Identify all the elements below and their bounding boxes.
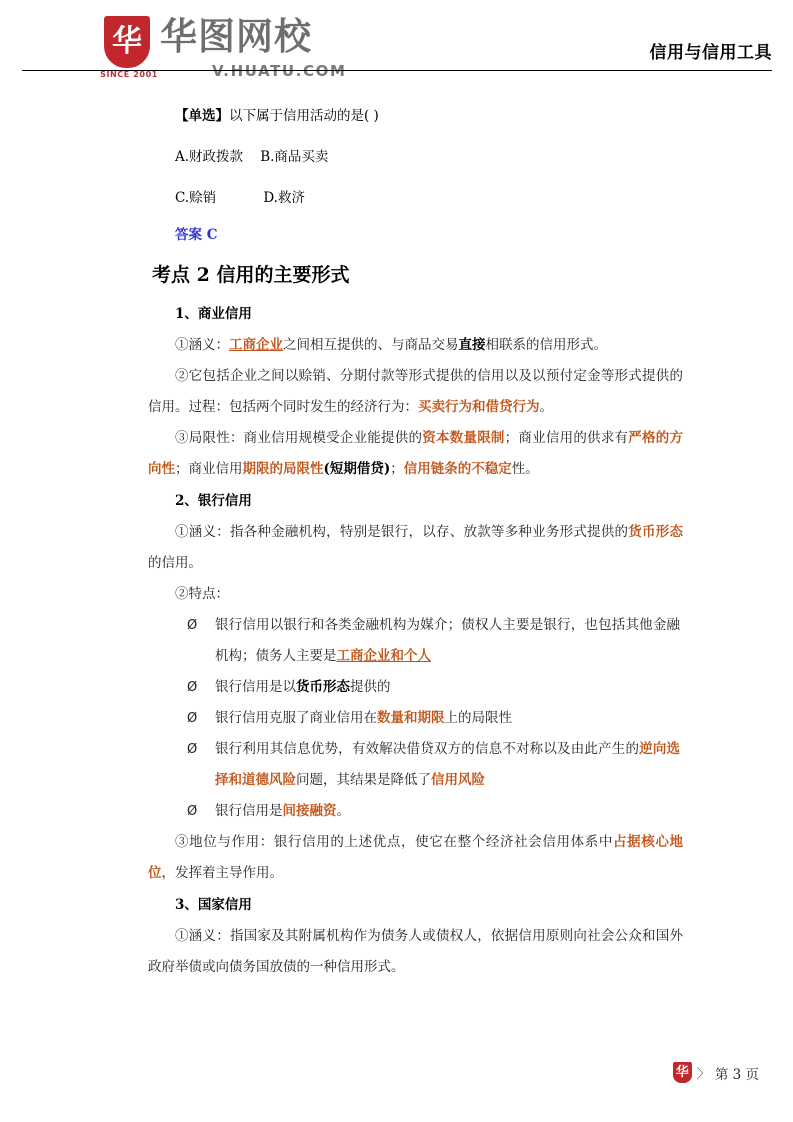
text-run: 问题，其结果是降低了 xyxy=(296,772,431,788)
text-run: ②它包括企业之间以赊销、分期付款等形式提供的信用以及以预付定金等形式提供的信用。过程：包括两个同时发生的经济行为： xyxy=(148,368,683,415)
highlight-run: 数量和期限 xyxy=(377,710,445,726)
highlight-run: 逆向选择和道德风险 xyxy=(215,741,681,788)
text-run: ；商业信用的供求有 xyxy=(504,430,629,446)
text-run: 。 xyxy=(336,803,350,819)
question-answer: 答案 C xyxy=(175,227,218,243)
text-run: ，发挥着主导作用。 xyxy=(161,865,283,881)
question-options-row-1: A.财政拨款 B.商品买卖 xyxy=(175,149,329,165)
logo-wordmark: 华图网校 xyxy=(160,15,312,58)
bank-credit-features-label: ②特点： xyxy=(175,586,229,602)
highlight-run: 资本数量限制 xyxy=(422,430,505,446)
bullet-marker-icon: Ø xyxy=(187,618,198,633)
list-item xyxy=(0,796,793,827)
subheading-state-credit: 3、国家信用 xyxy=(175,897,252,913)
text-run: 上的局限性 xyxy=(444,710,512,726)
bold-run: (短期借贷) xyxy=(323,461,391,477)
question-tag: 【单选】 xyxy=(175,108,229,124)
list-item xyxy=(0,672,793,703)
text-run: 银行信用是 xyxy=(215,803,283,819)
bullet-marker-icon: Ø xyxy=(187,711,198,726)
state-credit-definition: ①涵义：指国家及其附属机构作为债务人或债权人，依据信用原则向社会公众和国外政府举债或向债务国放债的一种信用形式。 xyxy=(148,928,683,975)
text-run: 银行信用以银行和各类金融机构为媒介；债权人主要是银行，也包括其他金融机构；债务人主要是 xyxy=(215,617,680,664)
page-footer xyxy=(0,1062,793,1096)
footer-logo-glyph: 华 xyxy=(675,1065,689,1080)
bullet-marker-icon: Ø xyxy=(187,680,198,695)
shield-glyph: 华 xyxy=(112,24,142,59)
highlight-run: 严格的方向性 xyxy=(148,430,684,477)
page-number: 第 3 页 xyxy=(714,1066,759,1083)
highlight-run: 工商企业和个人 xyxy=(336,648,431,664)
highlight-run: 占据核心地位 xyxy=(148,834,684,881)
bullet-marker-icon: Ø xyxy=(187,804,198,819)
text-run: ；商业信用 xyxy=(175,461,243,477)
highlight-run: 工商企业 xyxy=(229,337,283,353)
text-run: 提供的 xyxy=(350,679,391,695)
list-item xyxy=(0,734,793,796)
commercial-credit-definition xyxy=(0,330,793,361)
highlight-run: 买卖行为和借贷行为 xyxy=(418,399,540,415)
logo-url-text: V.HUATU.COM xyxy=(212,62,347,80)
text-run: 银行利用其信息优势，有效解决借贷双方的信息不对称以及由此产生的 xyxy=(215,741,640,757)
footer-separator-icon: 〉 xyxy=(696,1067,710,1082)
commercial-credit-scope xyxy=(0,361,793,423)
bold-run: 货币形态 xyxy=(296,679,350,695)
huatu-footer-logo-icon xyxy=(673,1062,692,1083)
question-options-row-2: C.赊销 D.救济 xyxy=(175,190,305,206)
text-run: ③局限性：商业信用规模受企业能提供的 xyxy=(175,430,423,446)
section-heading: 考点 2 信用的主要形式 xyxy=(152,264,350,286)
commercial-credit-limitations xyxy=(0,423,793,485)
highlight-run: 期限的局限性 xyxy=(242,461,324,477)
text-run: ①涵义： xyxy=(175,337,229,353)
list-item xyxy=(0,703,793,734)
footer-page-indicator xyxy=(673,1062,759,1083)
bank-credit-definition xyxy=(0,517,793,579)
highlight-run: 间接融资 xyxy=(282,803,337,819)
page-title: 信用与信用工具 xyxy=(649,43,772,63)
text-run: 性。 xyxy=(511,461,539,477)
bold-run: 直接 xyxy=(458,337,486,353)
text-run: 的信用。 xyxy=(148,555,202,571)
highlight-run: 信用链条的不稳定 xyxy=(403,461,512,477)
question-stem-text: 以下属于信用活动的是( ) xyxy=(229,108,379,124)
bank-credit-role xyxy=(0,827,793,889)
text-run: 银行信用克服了商业信用在 xyxy=(215,710,377,726)
subheading-bank-credit: 2、银行信用 xyxy=(175,493,252,509)
text-run: ③地位与作用：银行信用的上述优点，使它在整个经济社会信用体系中 xyxy=(175,834,613,850)
document-content xyxy=(0,96,793,983)
huatu-shield-icon xyxy=(104,16,150,68)
list-item xyxy=(0,610,793,672)
text-run: 之间相互提供的、与商品交易 xyxy=(283,337,459,353)
highlight-run: 货币形态 xyxy=(628,524,684,540)
text-run: ①涵义：指各种金融机构，特别是银行，以存、放款等多种业务形式提供的 xyxy=(175,524,629,540)
subheading-commercial-credit: 1、商业信用 xyxy=(175,306,252,322)
text-run: ； xyxy=(390,461,404,477)
text-run: 。 xyxy=(539,399,553,415)
text-run: 相联系的信用形式。 xyxy=(485,337,607,353)
text-run: 银行信用是以 xyxy=(215,679,296,695)
header-divider xyxy=(22,70,772,71)
highlight-run: 信用风险 xyxy=(431,772,485,788)
logo-since-text: SINCE 2001 xyxy=(100,70,158,79)
bullet-marker-icon: Ø xyxy=(187,742,198,757)
question-stem xyxy=(0,96,793,137)
page-header xyxy=(0,0,793,92)
brand-logo xyxy=(98,14,368,84)
